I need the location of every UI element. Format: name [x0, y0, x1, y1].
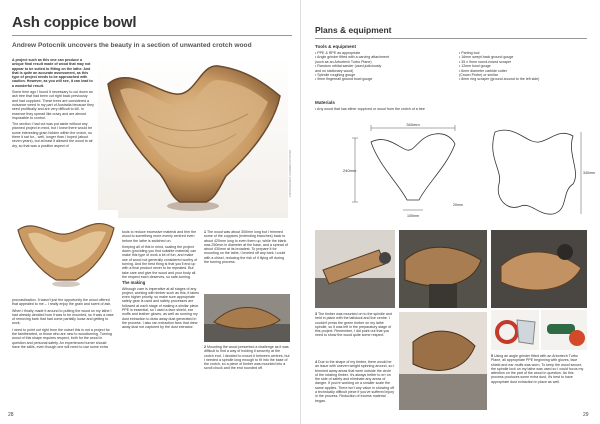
step-3-caption: 3 The timber was mounted on to the spindle and held in place with the tailstock and live centre. I couldn't press the green timber on my lathe spindle, so it was left in the preparatory stage of this project. Remember, I did point out that you need to show the wood quite some respect.	[315, 312, 392, 338]
dim-top-width: 340mm	[406, 122, 420, 127]
body-paragraph: Some time ago I found it necessary to cut down an ash tree that had been cut right back previously and had coppiced. These trees are considered a nuisance weed in my part of Australia because they seed prolifically and are very difficult to kill. In essence they spread like crazy and are almost impossible to control.	[12, 90, 94, 120]
tool-item: • 35 x 9mm round-nosed scraper	[459, 59, 512, 64]
dim-plan-width: 340mm	[583, 171, 595, 175]
page-number-right: 29	[583, 412, 589, 418]
intro-column	[12, 58, 94, 198]
step-3-text: The timber was mounted on to the spindle and held in place with the tailstock and live centre. I couldn't press the green timber on my lathe spindle, so it was left in the preparatory stage of this project. Remember, I did point out that you need to show the wood quite some respect.	[315, 312, 392, 338]
tool-item: • PPE & RPE as appropriate	[315, 51, 361, 55]
tool-item: • Random orbital sander (used judiciously	[315, 64, 382, 69]
tool-item: • 8mm ring scraper (ground around to the left side)	[459, 77, 540, 82]
article-title: Ash coppice bowl	[12, 14, 137, 31]
body-paragraph: I need to point out right from the outset this is not a project for the fainthearted, or those who are new to woodturning. Turning wood of this shape requires respect, both for the wood in question and personal safety. An experienced turner should have the skills, even though one will need to use some extra	[12, 327, 112, 349]
step-2-caption: 2 Mounting the wood presented a challenge as it was difficult to find a way of holding it securely at the crotch end. I decided to mount it between centres, but I needed a spindle long enough to fit into the base of the crotch, so a piece of timber was mounted into a scroll chuck and the end rounded off.	[204, 345, 290, 371]
tool-item: • 12mm bowl gouge	[459, 64, 491, 69]
step-2-text: Mounting the wood presented a challenge as it was difficult to find a way of holding it securely at the crotch end. I decided to mount it between centres, but I needed a spindle long enough to fit into the base of the crotch, so a piece of timber was mounted into a scroll chuck and the end rounded off.	[204, 345, 290, 371]
body-paragraph: Although care is imperative at all stages of any project, working with timber such as this, it takes even higher priority, so make sure appropriate safety gear is used and safety processes are followed at each stage of making a similar piece. PPE is essential, so I used a face shield, ear muffs and leather gloves, as well as running my dust extraction to draw away dust generated in the process. I also ran extraction fans that drew away dust not captured by the dust extractor.	[122, 286, 200, 330]
bowl-hero-photo	[98, 56, 288, 218]
tool-item: (such as an Arbortech Turbo Plane)	[315, 59, 372, 64]
tool-item: • Spindle roughing gouge	[315, 73, 356, 78]
page-number-left: 28	[8, 412, 14, 418]
step-5-text: Using an angle grinder fitted with an Arbortech Turbo Plane, all appropriate PPE beginning with gloves, face shield and ear muffs was worn. To keep the wood secure, the spindle lock on my lathe was used so I could focus my attention on the part of the wood in question. As this process produces some extra dust, it's best to have appropriate dust extraction in place as well.	[491, 354, 584, 384]
step-1-caption: 1 The wood was about 300mm long but I trimmed some of the coppices (extending branches) back to about 420mm long to even them up, while the blank was 250mm in diameter at the base, and a spread of about 430mm at its broadest. To prepare it for mounting on the lathe, I leveled off any bark I could with a chisel, reducing the risk of it flying off during the turning process.	[204, 230, 288, 265]
plans-title: Plans & equipment	[315, 25, 392, 35]
body-paragraph: When I finally made it around to putting the wood on my lathe I had already decided how it was to be mounted, so it was a case of removing bark that had come partially loose and getting to work.	[12, 308, 114, 326]
step-5-caption: 5 Using an angle grinder fitted with an Arbortech Turbo Plane, all appropriate PPE beginning with gloves, face shield and ear muffs was worn. To keep the wood secure, the spindle lock on my lathe was used so I could focus my attention on the part of the wood in question. As this process produces some extra dust, it's best to have appropriate dust extraction in place as well.	[491, 354, 584, 384]
materials-text: • Any wood that has either coppiced or wood from the crotch of a tree	[315, 107, 425, 111]
tool-item: • 9mm fingernail ground bowl gouge	[315, 77, 373, 82]
tool-item: • Angle grinder fitted with a carving attachment	[315, 55, 389, 60]
grinder-photo	[541, 310, 587, 350]
tool-item: (Crown Probe) or similar	[459, 73, 498, 78]
article-subtitle: Andrew Potocnik uncovers the beauty in a section of unwanted crotch wood	[12, 42, 252, 49]
step-4-photo-b	[399, 312, 487, 410]
step-3-photo	[315, 230, 395, 308]
section-heading: The making	[122, 280, 146, 286]
step-1-photo	[204, 294, 290, 342]
step-4-caption: 4 Due to the shape of my timber, there would be an issue with uneven weight spinning around, so I trimmed away areas that were outside the circle of the rotating timber. It's always better to err on the side of safety and eliminate any areas of danger. If you're working on a smaller scale the same applies. There isn't any value in showing off a technically difficult piece if you've suffered injury in the process. Reduction of excess material began.	[315, 360, 395, 403]
tools-list-2	[459, 51, 589, 82]
step-5-photo-a	[491, 230, 587, 308]
left-column-lower	[12, 298, 114, 410]
plan-drawing	[315, 118, 595, 226]
photo-credit: PHOTOGRAPHY: ANDREW POTOCNIK	[289, 150, 292, 198]
step-4-photo-a	[399, 230, 487, 308]
dim-base: 105mm	[407, 214, 419, 218]
step-1-text: The wood was about 300mm long but I trimmed some of the coppices (extending branches) back to about 420mm long to even them up, while the blank was 250mm in diameter at the base, and a spread of about 430mm at its broadest. To prepare it for mounting on the lathe, I leveled off any bark I could with a chisel, reducing the risk of it flying off during the turning process.	[204, 230, 288, 265]
bowl-side-photo	[14, 210, 118, 294]
plans-rule	[315, 38, 587, 39]
tools-list-1	[315, 51, 445, 82]
intro-paragraph: A project such as this one can produce a unique final result made of wood that may not appear to be suited to fitting on the lathe. And that is quite an accurate assessment, as this type of project needs to be approached with caution. However, as you will see, it can lead to a wonderful result.	[12, 58, 93, 88]
tool-item: • 16mm swept back ground gouge	[459, 55, 514, 60]
tool-item: • 6mm diameter carbide cutter	[459, 68, 507, 73]
middle-column	[122, 230, 200, 410]
body-paragraph: procrastination. It wasn't just the opportunity the wood offered that appealed to me – I really enjoy the grain and scent of ash.	[12, 298, 112, 307]
title-rule	[12, 35, 292, 36]
tools-heading: Tools & equipment	[315, 44, 357, 49]
body-paragraph: The section I had cut was put aside without any planned project in mind, but I knew there would be some interesting grain hidden within the crotch, so there it sat for... well, longer than I hoped (about seven years), but at least it allowed the wood to air dry, so that was a positive aspect of	[12, 122, 93, 148]
tool-item: and on stationary wood)	[315, 68, 354, 73]
dim-height: 240mm	[343, 168, 357, 173]
tool-item: • Parting tool	[459, 51, 480, 55]
right-page	[300, 0, 600, 424]
body-paragraph: tools to reduce excessive material and trim the wood to something more evenly centred even before the lathe is switched on.	[122, 230, 197, 243]
ppe-photo	[491, 310, 539, 350]
dim-base-2: 20mm	[453, 203, 463, 207]
body-paragraph: Keeping all of this in mind, scaling the project down (providing you find suitable material) can make this type of work a lot of fun, and make use of wood not generally considered worthy of turning. And the best thing is that you'll end up with a final product never to be repeated. But take care and give the wood and your body all the respect each deserves, so safe-turning.	[122, 244, 198, 279]
materials-heading: Materials	[315, 100, 335, 105]
step-4-text: Due to the shape of my timber, there would be an issue with uneven weight spinning around, so I trimmed away areas that were outside the circle of the rotating timber. It's always better to err on the side of safety and eliminate any areas of danger. If you're working on a smaller scale the same applies. There isn't any value in showing off a technically difficult piece if you've suffered injury in the process. Reduction of excess material began.	[315, 360, 395, 403]
